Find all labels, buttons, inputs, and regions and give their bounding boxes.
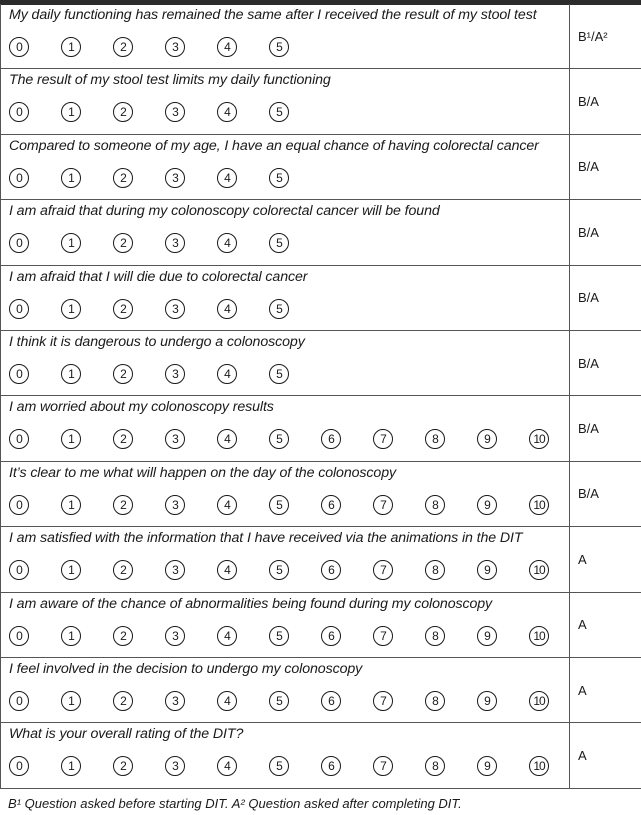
rating-option[interactable]: 2: [113, 560, 133, 580]
question-text: I feel involved in the decision to undergo my colonoscopy: [9, 660, 363, 677]
rating-option[interactable]: 3: [165, 756, 185, 776]
rating-option[interactable]: 2: [113, 691, 133, 711]
rating-option[interactable]: 0: [9, 37, 29, 57]
question-text: Compared to someone of my age, I have an equal chance of having colorectal cancer: [9, 137, 539, 154]
rating-option[interactable]: 3: [165, 102, 185, 122]
question-cell: [1, 658, 570, 722]
rating-option[interactable]: 3: [165, 691, 185, 711]
question-row: [1, 69, 641, 134]
question-row: [1, 396, 641, 461]
rating-option[interactable]: 5: [269, 626, 289, 646]
rating-option[interactable]: 2: [113, 233, 133, 253]
rating-option[interactable]: 2: [113, 168, 133, 188]
rating-option[interactable]: 5: [269, 756, 289, 776]
rating-option[interactable]: 4: [217, 299, 237, 319]
rating-option[interactable]: 3: [165, 233, 185, 253]
rating-option[interactable]: 5: [269, 233, 289, 253]
rating-option[interactable]: 2: [113, 626, 133, 646]
question-text: I am worried about my colonoscopy results: [9, 399, 274, 416]
question-cell: [1, 593, 570, 657]
question-cell: [1, 396, 570, 460]
rating-option[interactable]: 3: [165, 495, 185, 515]
rating-option[interactable]: 1: [61, 691, 81, 711]
rating-option[interactable]: 8: [425, 429, 445, 449]
rating-option[interactable]: 6: [321, 691, 341, 711]
question-cell: [1, 69, 570, 133]
rating-option[interactable]: 9: [477, 691, 497, 711]
rating-option[interactable]: 10: [529, 429, 549, 449]
timing-cell: A: [578, 682, 587, 698]
question-text: The result of my stool test limits my daily functioning: [9, 72, 331, 89]
rating-option[interactable]: 2: [113, 299, 133, 319]
timing-cell: B/A: [578, 94, 599, 110]
rating-scale: [9, 299, 289, 319]
footnote: B¹ Question asked before starting DIT. A² Question asked after completing DIT.: [8, 796, 462, 811]
rating-option[interactable]: 4: [217, 560, 237, 580]
rating-option[interactable]: 3: [165, 626, 185, 646]
question-text: I am aware of the chance of abnormalities being found during my colonoscopy: [9, 595, 493, 612]
rating-option[interactable]: 9: [477, 756, 497, 776]
rating-option[interactable]: 5: [269, 102, 289, 122]
rating-option[interactable]: 2: [113, 37, 133, 57]
rating-option[interactable]: 1: [61, 168, 81, 188]
rating-option[interactable]: 4: [217, 233, 237, 253]
question-row: [1, 200, 641, 265]
rating-option[interactable]: 5: [269, 691, 289, 711]
question-row: [1, 527, 641, 592]
rating-option[interactable]: 4: [217, 626, 237, 646]
rating-option[interactable]: 0: [9, 495, 29, 515]
rating-option[interactable]: 4: [217, 37, 237, 57]
rating-option[interactable]: 4: [217, 364, 237, 384]
rating-option[interactable]: 9: [477, 429, 497, 449]
rating-option[interactable]: 3: [165, 364, 185, 384]
rating-option[interactable]: 10: [529, 626, 549, 646]
rating-scale: [9, 364, 289, 384]
rating-option[interactable]: 9: [477, 626, 497, 646]
rating-option[interactable]: 5: [269, 168, 289, 188]
question-row: [1, 658, 641, 723]
question-cell: [1, 200, 570, 264]
question-row: [1, 135, 641, 200]
rating-scale: [9, 168, 289, 188]
rating-option[interactable]: 2: [113, 756, 133, 776]
rating-option[interactable]: 7: [373, 626, 393, 646]
rating-option[interactable]: 10: [529, 691, 549, 711]
rating-option[interactable]: 2: [113, 102, 133, 122]
rating-scale: [9, 626, 549, 646]
question-cell: [1, 527, 570, 591]
rating-option[interactable]: 4: [217, 495, 237, 515]
question-cell: [1, 266, 570, 330]
question-row: [1, 266, 641, 331]
rating-option[interactable]: 4: [217, 691, 237, 711]
timing-cell: B/A: [578, 159, 599, 175]
rating-option[interactable]: 0: [9, 233, 29, 253]
question-row: [1, 593, 641, 658]
rating-option[interactable]: 5: [269, 37, 289, 57]
rating-option[interactable]: 7: [373, 756, 393, 776]
rating-option[interactable]: 2: [113, 495, 133, 515]
question-cell: [1, 135, 570, 199]
timing-cell: B¹/A²: [578, 28, 608, 44]
rating-option[interactable]: 6: [321, 429, 341, 449]
rating-option[interactable]: 1: [61, 364, 81, 384]
rating-option[interactable]: 5: [269, 299, 289, 319]
question-row: [1, 331, 641, 396]
rating-scale: [9, 691, 549, 711]
rating-option[interactable]: 1: [61, 626, 81, 646]
timing-cell: A: [578, 617, 587, 633]
rating-option[interactable]: 0: [9, 168, 29, 188]
rating-option[interactable]: 7: [373, 429, 393, 449]
rating-option[interactable]: 0: [9, 299, 29, 319]
rating-scale: [9, 37, 289, 57]
rating-option[interactable]: 10: [529, 560, 549, 580]
rating-option[interactable]: 4: [217, 429, 237, 449]
rating-option[interactable]: 3: [165, 429, 185, 449]
timing-cell: A: [578, 551, 587, 567]
rating-option[interactable]: 0: [9, 364, 29, 384]
rating-scale: [9, 756, 549, 776]
questionnaire-table: [0, 4, 641, 789]
question-row: [1, 723, 641, 788]
rating-option[interactable]: 3: [165, 168, 185, 188]
rating-option[interactable]: 1: [61, 37, 81, 57]
rating-option[interactable]: 1: [61, 233, 81, 253]
question-text: I think it is dangerous to undergo a colonoscopy: [9, 333, 305, 350]
rating-option[interactable]: 5: [269, 560, 289, 580]
timing-cell: A: [578, 747, 587, 763]
rating-option[interactable]: 10: [529, 495, 549, 515]
rating-option[interactable]: 0: [9, 691, 29, 711]
rating-option[interactable]: 1: [61, 756, 81, 776]
rating-option[interactable]: 8: [425, 560, 445, 580]
rating-option[interactable]: 0: [9, 560, 29, 580]
timing-cell: B/A: [578, 421, 599, 437]
rating-option[interactable]: 2: [113, 364, 133, 384]
rating-scale: [9, 495, 549, 515]
timing-cell: B/A: [578, 486, 599, 502]
rating-option[interactable]: 6: [321, 626, 341, 646]
rating-option[interactable]: 3: [165, 299, 185, 319]
rating-option[interactable]: 7: [373, 560, 393, 580]
rating-option[interactable]: 1: [61, 299, 81, 319]
rating-option[interactable]: 5: [269, 364, 289, 384]
rating-option[interactable]: 7: [373, 495, 393, 515]
question-text: It’s clear to me what will happen on the day of the colonoscopy: [9, 464, 396, 481]
rating-option[interactable]: 5: [269, 495, 289, 515]
question-cell: [1, 331, 570, 395]
rating-option[interactable]: 8: [425, 626, 445, 646]
rating-option[interactable]: 9: [477, 495, 497, 515]
question-cell: [1, 723, 570, 787]
rating-option[interactable]: 6: [321, 560, 341, 580]
rating-option[interactable]: 1: [61, 495, 81, 515]
question-cell: [1, 462, 570, 526]
rating-option[interactable]: 1: [61, 102, 81, 122]
question-row: [1, 462, 641, 527]
timing-cell: B/A: [578, 290, 599, 306]
rating-option[interactable]: 4: [217, 756, 237, 776]
rating-option[interactable]: 3: [165, 37, 185, 57]
rating-option[interactable]: 9: [477, 560, 497, 580]
rating-option[interactable]: 0: [9, 756, 29, 776]
rating-option[interactable]: 3: [165, 560, 185, 580]
rating-option[interactable]: 4: [217, 168, 237, 188]
question-text: What is your overall rating of the DIT?: [9, 726, 244, 743]
rating-option[interactable]: 2: [113, 429, 133, 449]
question-text: I am satisfied with the information that I have received via the animations in the DIT: [9, 530, 523, 547]
rating-option[interactable]: 8: [425, 691, 445, 711]
rating-option[interactable]: 0: [9, 429, 29, 449]
rating-scale: [9, 102, 289, 122]
rating-option[interactable]: 1: [61, 429, 81, 449]
rating-scale: [9, 233, 289, 253]
rating-option[interactable]: 10: [529, 756, 549, 776]
question-cell: [1, 4, 570, 68]
rating-option[interactable]: 0: [9, 626, 29, 646]
question-text: I am afraid that during my colonoscopy colorectal cancer will be found: [9, 203, 440, 220]
rating-scale: [9, 560, 549, 580]
rating-option[interactable]: 8: [425, 495, 445, 515]
rating-option[interactable]: 6: [321, 756, 341, 776]
rating-option[interactable]: 8: [425, 756, 445, 776]
question-text: I am afraid that I will die due to colorectal cancer: [9, 268, 308, 285]
rating-scale: [9, 429, 549, 449]
timing-cell: B/A: [578, 224, 599, 240]
timing-cell: B/A: [578, 355, 599, 371]
question-text: My daily functioning has remained the same after I received the result of my stool test: [9, 7, 537, 23]
rating-option[interactable]: 1: [61, 560, 81, 580]
rating-option[interactable]: 0: [9, 102, 29, 122]
rating-option[interactable]: 6: [321, 495, 341, 515]
rating-option[interactable]: 4: [217, 102, 237, 122]
rating-option[interactable]: 5: [269, 429, 289, 449]
rating-option[interactable]: 7: [373, 691, 393, 711]
question-row: [1, 4, 641, 69]
